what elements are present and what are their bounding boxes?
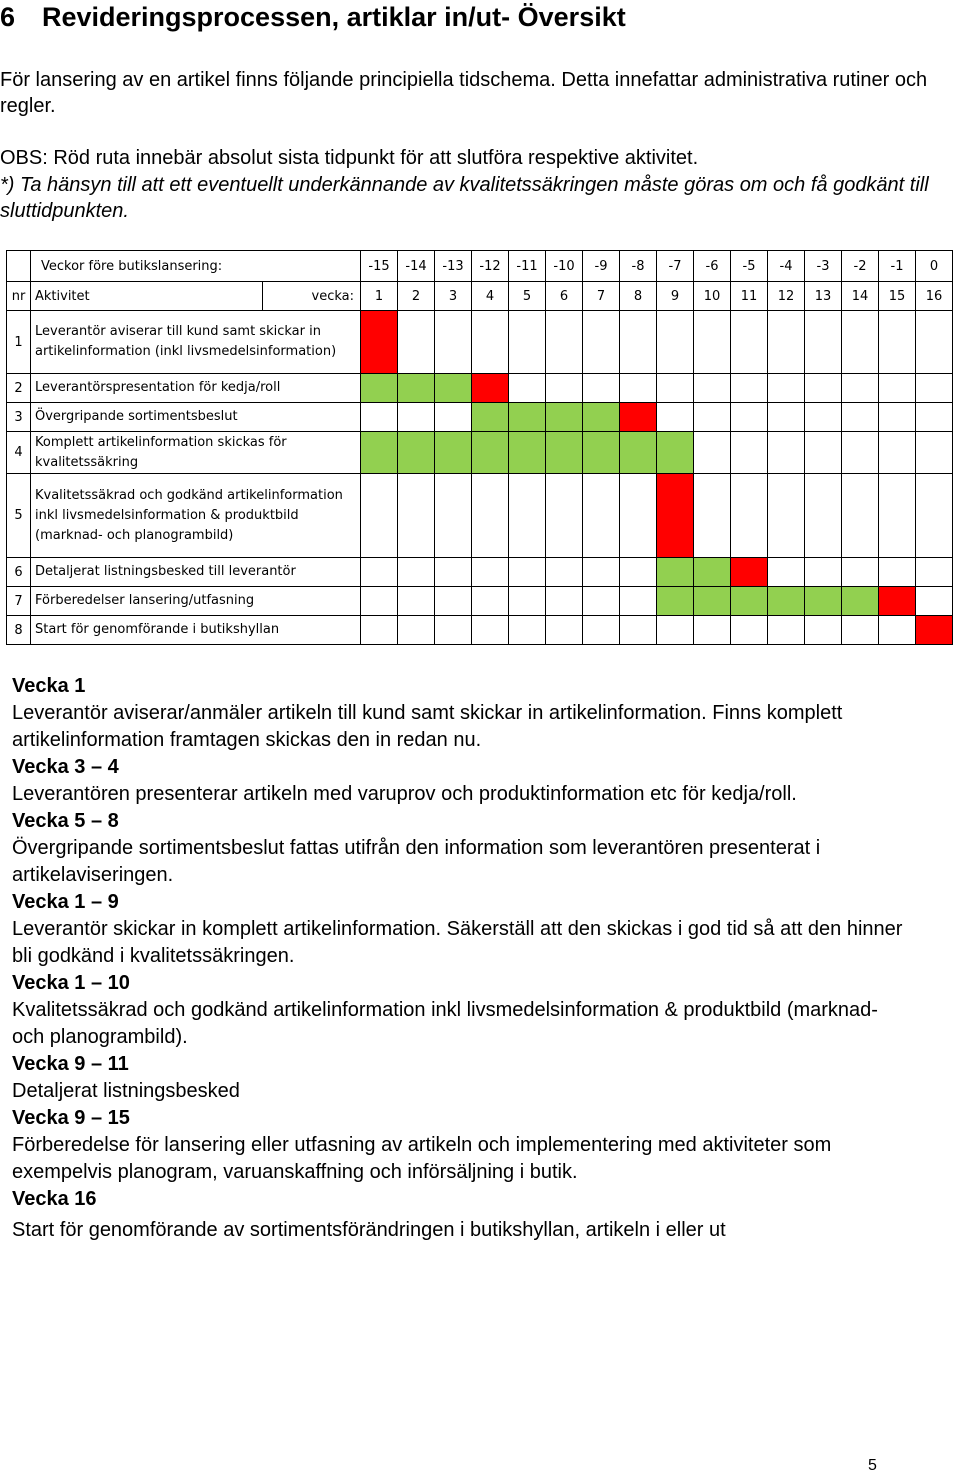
empty-cell (472, 558, 509, 587)
empty-cell (361, 474, 398, 558)
activity-label: Komplett artikelinformation skickas för kvalitetssäkring (31, 432, 361, 474)
week-number: 8 (620, 282, 657, 311)
empty-cell (731, 311, 768, 374)
empty-cell (509, 474, 546, 558)
empty-cell (842, 432, 879, 474)
empty-cell (768, 474, 805, 558)
empty-cell (509, 311, 546, 374)
empty-cell (620, 374, 657, 403)
activity-label: Kvalitetssäkrad och godkänd artikelinformation inkl livsmedelsinformation & produktbild (marknad- och planogrambild) (31, 474, 361, 558)
empty-cell (805, 558, 842, 587)
week-number: 12 (768, 282, 805, 311)
empty-cell (731, 432, 768, 474)
deadline-cell (472, 374, 509, 403)
empty-cell (361, 616, 398, 645)
empty-cell (435, 558, 472, 587)
work-period-cell (398, 374, 435, 403)
empty-cell (842, 558, 879, 587)
weeks-before-value: -14 (398, 251, 435, 282)
empty-cell (805, 374, 842, 403)
work-period-cell (694, 558, 731, 587)
activity-number: 2 (7, 374, 31, 403)
week-description: Övergripande sortimentsbeslut fattas utifrån den information som leverantören presenterat i artikelaviseringen. (12, 837, 821, 886)
work-period-cell (509, 403, 546, 432)
weeks-before-value: -9 (583, 251, 620, 282)
week-description: Leverantören presenterar artikeln med varuprov och produktinformation etc för kedja/roll. (12, 783, 797, 805)
empty-cell (768, 311, 805, 374)
activity-number: 6 (7, 558, 31, 587)
empty-cell (842, 616, 879, 645)
empty-cell (842, 474, 879, 558)
activity-row (7, 374, 953, 403)
empty-cell (842, 374, 879, 403)
work-period-cell (546, 403, 583, 432)
empty-cell (916, 403, 953, 432)
week-number: 11 (731, 282, 768, 311)
week-heading: Vecka 9 – 15 (12, 1107, 130, 1129)
deadline-cell (361, 311, 398, 374)
week-heading: Vecka 1 – 10 (12, 972, 130, 994)
empty-cell (657, 311, 694, 374)
activity-number: 7 (7, 587, 31, 616)
activity-label: Leverantörspresentation för kedja/roll (31, 374, 361, 403)
weeks-before-value: -2 (842, 251, 879, 282)
week-number: 1 (361, 282, 398, 311)
work-period-cell (583, 432, 620, 474)
empty-cell (472, 587, 509, 616)
work-period-cell (657, 432, 694, 474)
empty-cell (583, 374, 620, 403)
empty-cell (435, 587, 472, 616)
empty-cell (398, 558, 435, 587)
empty-cell (768, 374, 805, 403)
section-number: 6 (0, 2, 16, 32)
obs-note: OBS: Röd ruta innebär absolut sista tidpunkt för att slutföra respektive aktivitet. (0, 147, 699, 169)
week-heading: Vecka 9 – 11 (12, 1053, 129, 1075)
activity-number: 5 (7, 474, 31, 558)
work-period-cell (472, 432, 509, 474)
empty-cell (435, 616, 472, 645)
empty-cell (361, 403, 398, 432)
weeks-before-value: -1 (879, 251, 916, 282)
empty-cell (768, 403, 805, 432)
weeks-before-value: -15 (361, 251, 398, 282)
empty-cell (398, 587, 435, 616)
empty-cell (398, 616, 435, 645)
header-row-weeks-before (7, 251, 953, 282)
section-title: Revideringsprocessen, artiklar in/ut- Översikt (42, 2, 626, 32)
empty-cell (694, 616, 731, 645)
activity-row (7, 616, 953, 645)
empty-cell (546, 311, 583, 374)
work-period-cell (694, 587, 731, 616)
intro-paragraph: För lansering av en artikel finns följande principiella tidschema. Detta innefattar administrativa rutiner och regler. (0, 69, 928, 117)
activity-row (7, 311, 953, 374)
week-number: 4 (472, 282, 509, 311)
empty-cell (509, 587, 546, 616)
empty-cell (620, 558, 657, 587)
page-number: 5 (868, 1457, 877, 1474)
empty-cell (583, 587, 620, 616)
deadline-cell (731, 558, 768, 587)
empty-cell (805, 432, 842, 474)
activity-row (7, 432, 953, 474)
work-period-cell (435, 432, 472, 474)
work-period-cell (657, 558, 694, 587)
empty-cell (657, 374, 694, 403)
empty-cell (805, 474, 842, 558)
empty-cell (916, 474, 953, 558)
deadline-cell (657, 474, 694, 558)
work-period-cell (583, 403, 620, 432)
section-heading (0, 2, 626, 33)
empty-cell (805, 311, 842, 374)
work-period-cell (768, 587, 805, 616)
empty-cell (546, 558, 583, 587)
weeks-before-value: -11 (509, 251, 546, 282)
activity-number: 3 (7, 403, 31, 432)
week-number: 15 (879, 282, 916, 311)
work-period-cell (546, 432, 583, 474)
week-description: Leverantör aviserar/anmäler artikeln till kund samt skickar in artikelinformation. Finns komplett artikelinformation framtagen skickas den in redan nu. (12, 702, 843, 751)
week-descriptions (12, 673, 912, 1244)
empty-cell (916, 558, 953, 587)
weeks-before-value: -4 (768, 251, 805, 282)
empty-cell (805, 403, 842, 432)
week-heading: Vecka 16 (12, 1188, 97, 1210)
week-number: 16 (916, 282, 953, 311)
activity-header: Aktivitet (31, 282, 263, 311)
activity-row (7, 558, 953, 587)
activity-row (7, 587, 953, 616)
week-header-label: vecka: (263, 282, 361, 311)
activity-row (7, 403, 953, 432)
empty-cell (398, 403, 435, 432)
week-number: 7 (583, 282, 620, 311)
week-description: Leverantör skickar in komplett artikelinformation. Säkerställ att den skickas i god tid så att den hinner bli godkänd i kvalitetssäkringen. (12, 918, 903, 967)
empty-cell (435, 474, 472, 558)
empty-cell (805, 616, 842, 645)
empty-cell (879, 558, 916, 587)
week-number: 3 (435, 282, 472, 311)
empty-cell (842, 311, 879, 374)
work-period-cell (657, 587, 694, 616)
empty-cell (509, 374, 546, 403)
header-row-week-numbers (7, 282, 953, 311)
empty-cell (879, 311, 916, 374)
week-number: 5 (509, 282, 546, 311)
week-number: 10 (694, 282, 731, 311)
empty-cell (731, 374, 768, 403)
weeks-before-value: -5 (731, 251, 768, 282)
activity-row (7, 474, 953, 558)
empty-cell (694, 432, 731, 474)
empty-cell (768, 558, 805, 587)
empty-cell (842, 403, 879, 432)
empty-cell (694, 311, 731, 374)
activity-number: 1 (7, 311, 31, 374)
weeks-before-value: -3 (805, 251, 842, 282)
empty-cell (361, 587, 398, 616)
empty-cell (657, 403, 694, 432)
empty-cell (398, 474, 435, 558)
empty-cell (768, 432, 805, 474)
work-period-cell (361, 374, 398, 403)
empty-cell (731, 403, 768, 432)
empty-cell (435, 311, 472, 374)
empty-cell (398, 311, 435, 374)
work-period-cell (472, 403, 509, 432)
empty-cell (657, 616, 694, 645)
week-description: Detaljerat listningsbesked (12, 1080, 240, 1102)
weeks-before-value: -10 (546, 251, 583, 282)
week-heading: Vecka 5 – 8 (12, 810, 119, 832)
weeks-before-value: -6 (694, 251, 731, 282)
week-number: 6 (546, 282, 583, 311)
weeks-before-value: -7 (657, 251, 694, 282)
work-period-cell (509, 432, 546, 474)
empty-cell (694, 403, 731, 432)
week-number: 13 (805, 282, 842, 311)
empty-cell (694, 374, 731, 403)
deadline-cell (879, 587, 916, 616)
empty-cell (916, 374, 953, 403)
work-period-cell (361, 432, 398, 474)
deadline-cell (620, 403, 657, 432)
empty-cell (472, 616, 509, 645)
header-blank (7, 251, 31, 282)
activity-number: 8 (7, 616, 31, 645)
empty-cell (546, 587, 583, 616)
footnote-note: *) Ta hänsyn till att ett eventuellt underkännande av kvalitetssäkringen måste göras om och få godkänt till sluttidpunkten. (0, 174, 929, 222)
empty-cell (620, 311, 657, 374)
empty-cell (879, 432, 916, 474)
empty-cell (361, 558, 398, 587)
empty-cell (435, 403, 472, 432)
work-period-cell (842, 587, 879, 616)
week-description: Start för genomförande av sortimentsförändringen i butikshyllan, artikeln i eller ut (12, 1219, 726, 1241)
week-heading: Vecka 1 (12, 675, 86, 697)
week-description: Förberedelse för lansering eller utfasning av artikeln och implementering med aktiviteter som exempelvis planogram, varuanskaffning och införsäljning i butik. (12, 1134, 832, 1183)
empty-cell (731, 616, 768, 645)
empty-cell (694, 474, 731, 558)
empty-cell (620, 616, 657, 645)
week-heading: Vecka 3 – 4 (12, 756, 119, 778)
empty-cell (583, 558, 620, 587)
work-period-cell (398, 432, 435, 474)
empty-cell (620, 474, 657, 558)
weeks-before-value: -8 (620, 251, 657, 282)
empty-cell (546, 474, 583, 558)
activity-number: 4 (7, 432, 31, 474)
empty-cell (879, 616, 916, 645)
empty-cell (879, 374, 916, 403)
empty-cell (509, 616, 546, 645)
empty-cell (546, 616, 583, 645)
work-period-cell (731, 587, 768, 616)
empty-cell (509, 558, 546, 587)
activity-label: Övergripande sortimentsbeslut (31, 403, 361, 432)
empty-cell (620, 587, 657, 616)
work-period-cell (620, 432, 657, 474)
activity-label: Förberedelser lansering/utfasning (31, 587, 361, 616)
week-description: Kvalitetssäkrad och godkänd artikelinformation inkl livsmedelsinformation & produktbild (marknad- och planogrambild). (12, 999, 878, 1048)
weeks-before-value: -12 (472, 251, 509, 282)
nr-header: nr (7, 282, 31, 311)
empty-cell (583, 311, 620, 374)
empty-cell (916, 432, 953, 474)
deadline-cell (916, 616, 953, 645)
week-number: 9 (657, 282, 694, 311)
weeks-before-value: -13 (435, 251, 472, 282)
activity-label: Leverantör aviserar till kund samt skickar in artikelinformation (inkl livsmedelsinformation) (31, 311, 361, 374)
empty-cell (916, 311, 953, 374)
empty-cell (472, 474, 509, 558)
empty-cell (583, 616, 620, 645)
weeks-before-label: Veckor före butikslansering: (31, 251, 361, 282)
work-period-cell (435, 374, 472, 403)
empty-cell (731, 474, 768, 558)
schedule-table (6, 250, 953, 645)
empty-cell (472, 311, 509, 374)
week-heading: Vecka 1 – 9 (12, 891, 119, 913)
activity-label: Start för genomförande i butikshyllan (31, 616, 361, 645)
weeks-before-value: 0 (916, 251, 953, 282)
empty-cell (879, 403, 916, 432)
empty-cell (768, 616, 805, 645)
empty-cell (879, 474, 916, 558)
activity-label: Detaljerat listningsbesked till leverantör (31, 558, 361, 587)
empty-cell (916, 587, 953, 616)
work-period-cell (805, 587, 842, 616)
week-number: 14 (842, 282, 879, 311)
empty-cell (546, 374, 583, 403)
empty-cell (583, 474, 620, 558)
week-number: 2 (398, 282, 435, 311)
